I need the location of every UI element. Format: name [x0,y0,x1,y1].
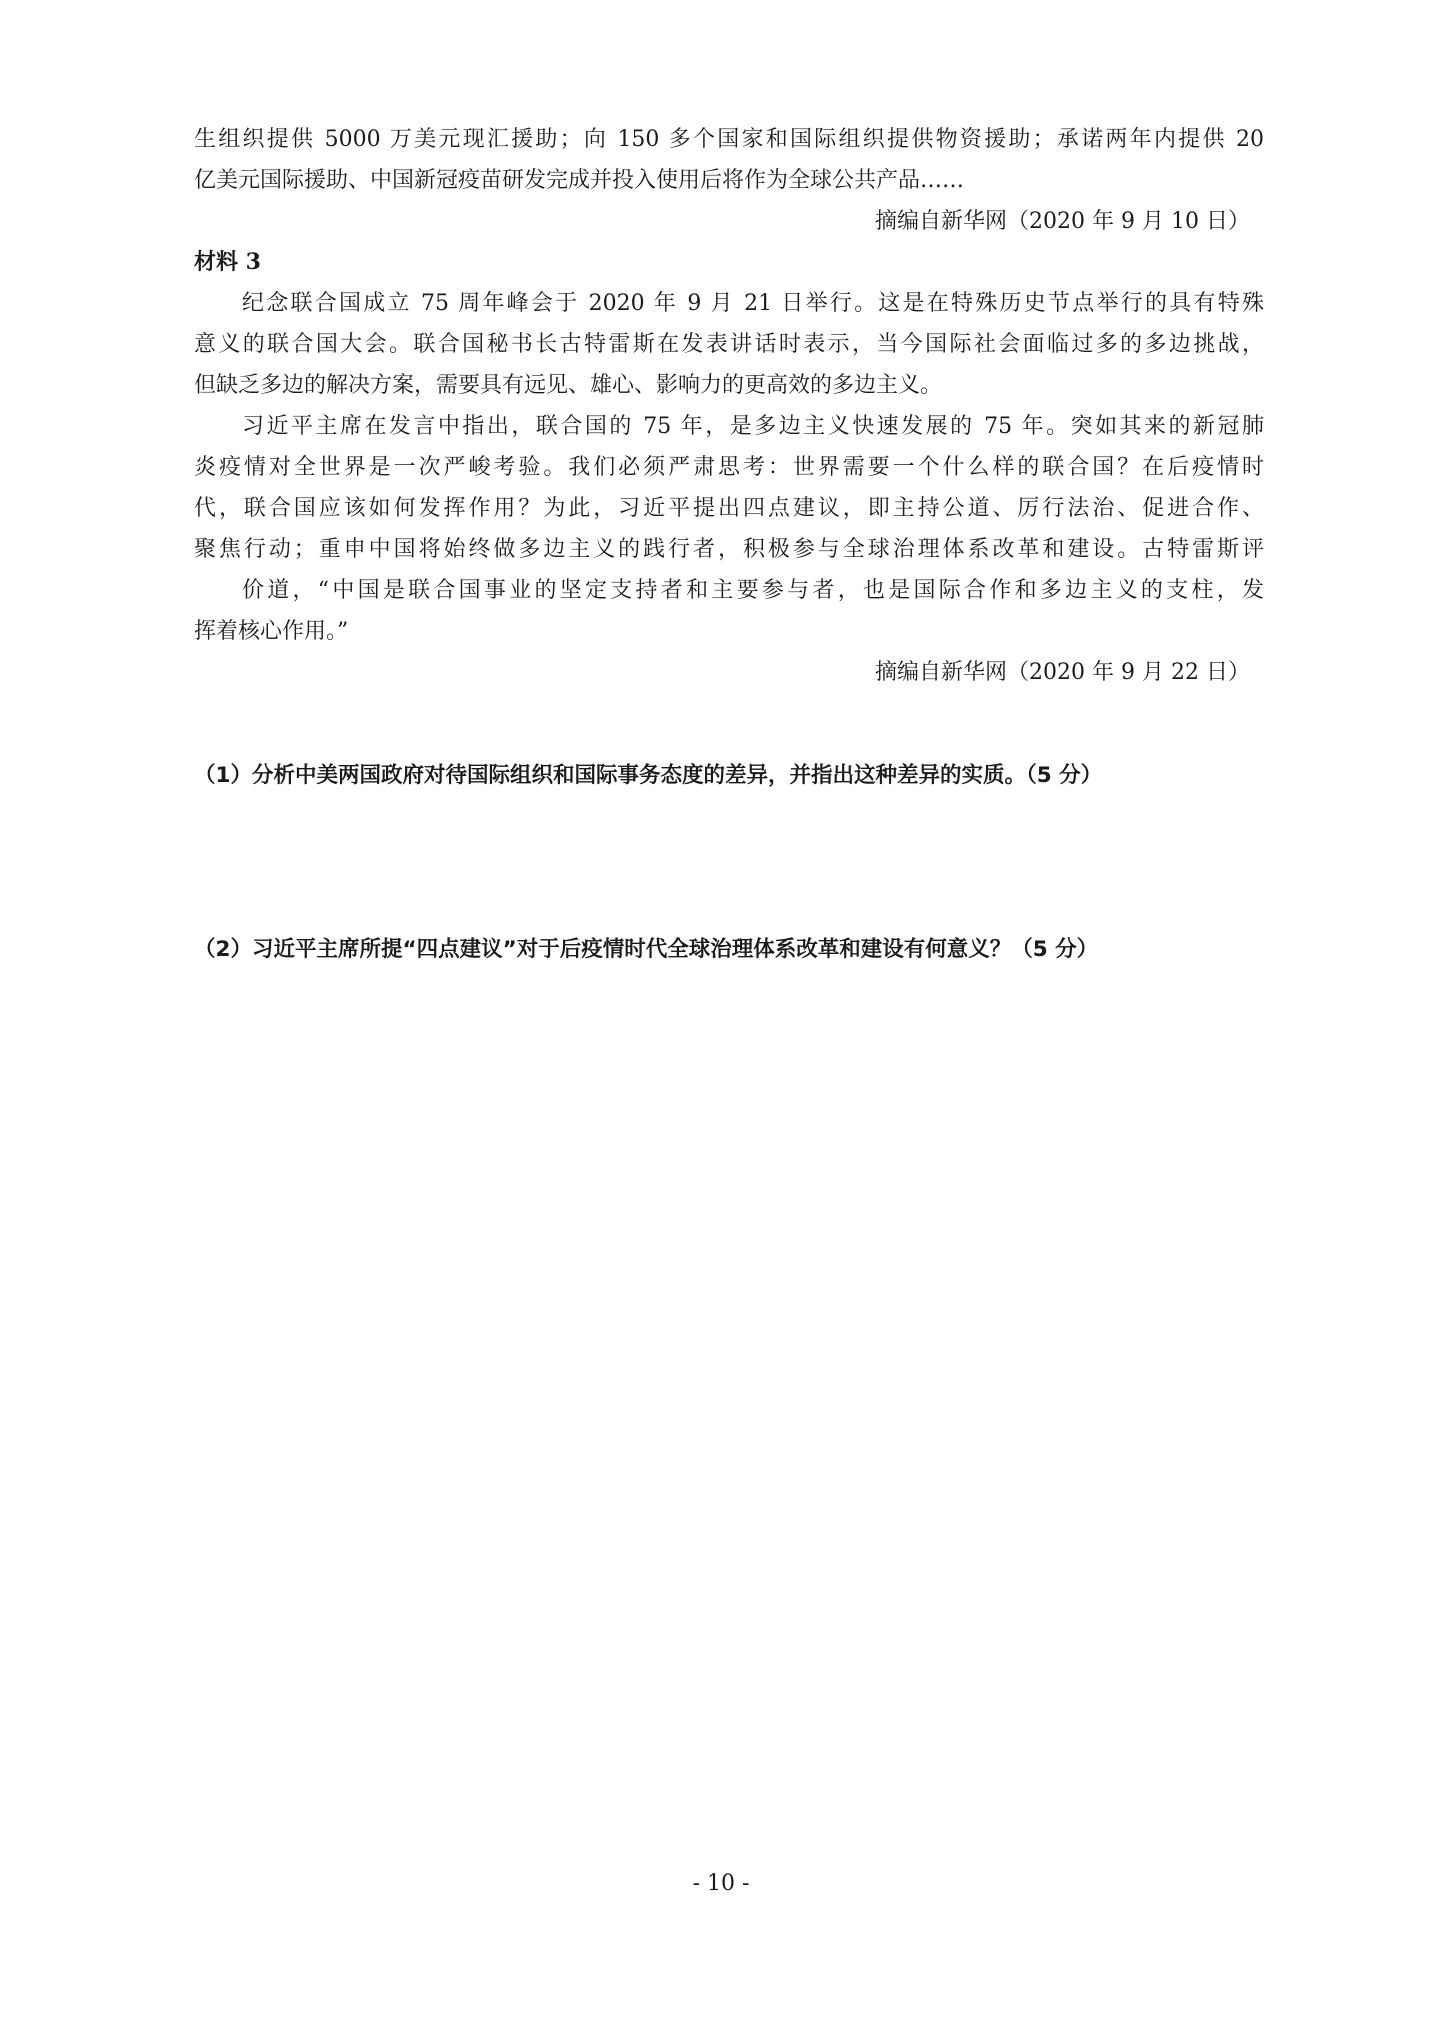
source-citation: 摘编自新华网（2020 年 9 月 10 日） [875,209,1250,234]
material-2-continuation [194,119,1264,242]
text-line: 纪念联合国成立 75 周年峰会于 2020 年 9 月 21 日举行。这是在特殊历史节点举行的具有特殊 [242,291,1264,316]
text-line: 亿美元国际援助、中国新冠疫苗研发完成并投入使用后将作为全球公共产品…… [194,168,965,193]
text-line: 意义的联合国大会。联合国秘书长古特雷斯在发表讲话时表示，当今国际社会面临过多的多边挑战， [194,332,1264,357]
text-line: 炎疫情对全世界是一次严峻考验。我们必须严肃思考：世界需要一个什么样的联合国？在后疫情时 [194,455,1264,480]
text-line: 习近平主席在发言中指出，联合国的 75 年，是多边主义快速发展的 75 年。突如其来的新冠肺 [242,414,1264,439]
page-number: - 10 - [692,1871,750,1896]
text-line: 代，联合国应该如何发挥作用？为此，习近平提出四点建议，即主持公道、厉行法治、促进合作、 [194,496,1264,521]
text-line: 生组织提供 5000 万美元现汇援助；向 150 多个国家和国际组织提供物资援助；承诺两年内提供 20 [194,127,1264,152]
question-2: （2）习近平主席所提“四点建议”对于后疫情时代全球治理体系改革和建设有何意义？（5 分） [194,937,1099,962]
material-3 [194,242,1264,693]
text-line: 但缺乏多边的解决方案，需要具有远见、雄心、影响力的更高效的多边主义。 [194,373,943,398]
text-line: 挥着核心作用。” [194,619,349,644]
text-line: 聚焦行动；重申中国将始终做多边主义的践行者，积极参与全球治理体系改革和建设。古特雷斯评 [194,537,1264,562]
text-line: 价道，“中国是联合国事业的坚定支持者和主要参与者，也是国际合作和多边主义的支柱，发 [242,578,1264,603]
material-heading: 材料 3 [194,249,261,275]
source-citation: 摘编自新华网（2020 年 9 月 22 日） [875,660,1250,685]
question-1: （1）分析中美两国政府对待国际组织和国际事务态度的差异，并指出这种差异的实质。（5 分） [194,763,1103,788]
